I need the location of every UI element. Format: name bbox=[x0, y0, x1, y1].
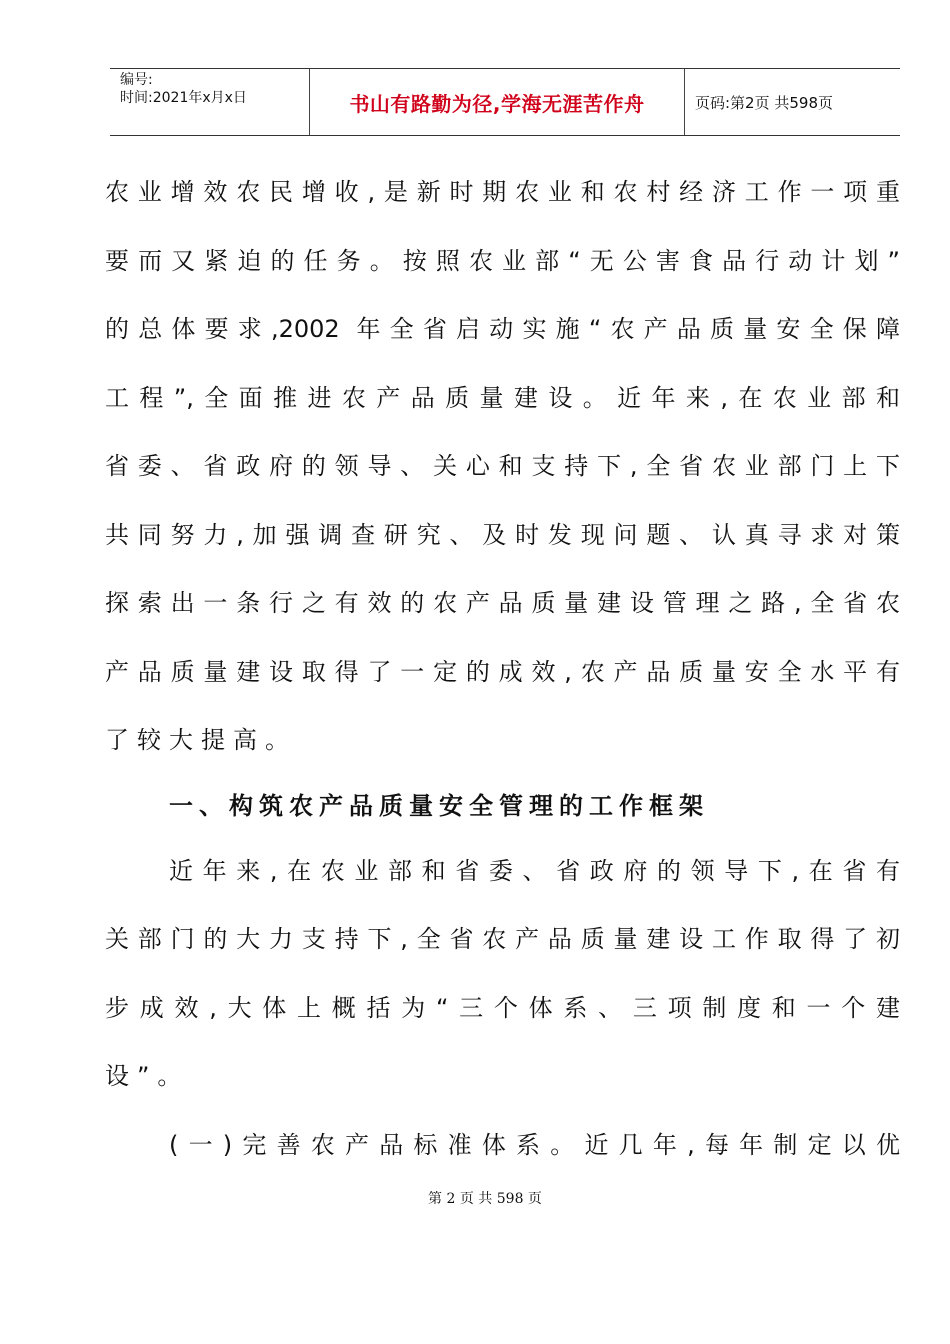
time-label: 时间:2021年x月x日 bbox=[120, 90, 247, 106]
paragraph-line: 共同努力,加强调查研究、及时发现问题、认真寻求对策 bbox=[105, 520, 900, 549]
paragraph-line: 步成效,大体上概括为“三个体系、三项制度和一个建 bbox=[105, 993, 900, 1022]
paragraph-line: 了较大提高。 bbox=[105, 726, 297, 754]
header-page-info: 页码:第2页 共598页 bbox=[695, 93, 833, 112]
paragraph-line: 的总体要求,2002 年全省启动实施“农产品质量安全保障 bbox=[105, 315, 900, 343]
number-label: 编号: bbox=[120, 72, 153, 88]
paragraph-line: 省委、省政府的领导、关心和支持下,全省农业部门上下 bbox=[105, 452, 900, 480]
header-motto: 书山有路勤为径,学海无涯苦作舟 bbox=[310, 69, 685, 135]
section-heading: 一、构筑农产品质量安全管理的工作框架 bbox=[169, 791, 709, 820]
paragraph-line: 探索出一条行之有效的农产品质量建设管理之路,全省农 bbox=[105, 589, 900, 617]
page-header bbox=[110, 68, 900, 136]
header-meta bbox=[110, 69, 310, 135]
paragraph-line: 设”。 bbox=[105, 1062, 190, 1090]
document-body bbox=[105, 158, 900, 1179]
paragraph-line: 关部门的大力支持下,全省农产品质量建设工作取得了初 bbox=[105, 925, 900, 953]
paragraph-line: 农业增效农民增收,是新时期农业和农村经济工作一项重 bbox=[105, 178, 900, 206]
paragraph-line: 产品质量建设取得了一定的成效,农产品质量安全水平有 bbox=[105, 657, 900, 686]
paragraph-line: 近年来,在农业部和省委、省政府的领导下,在省有 bbox=[169, 856, 900, 885]
paragraph-line: 要而又紧迫的任务。按照农业部“无公害食品行动计划” bbox=[105, 246, 900, 275]
paragraph-line: 工程”,全面推进农产品质量建设。近年来,在农业部和 bbox=[105, 383, 900, 412]
page-footer: 第 2 页 共 598 页 bbox=[428, 1191, 542, 1207]
paragraph-line: (一)完善农产品标准体系。近几年,每年制定以优 bbox=[169, 1130, 900, 1159]
